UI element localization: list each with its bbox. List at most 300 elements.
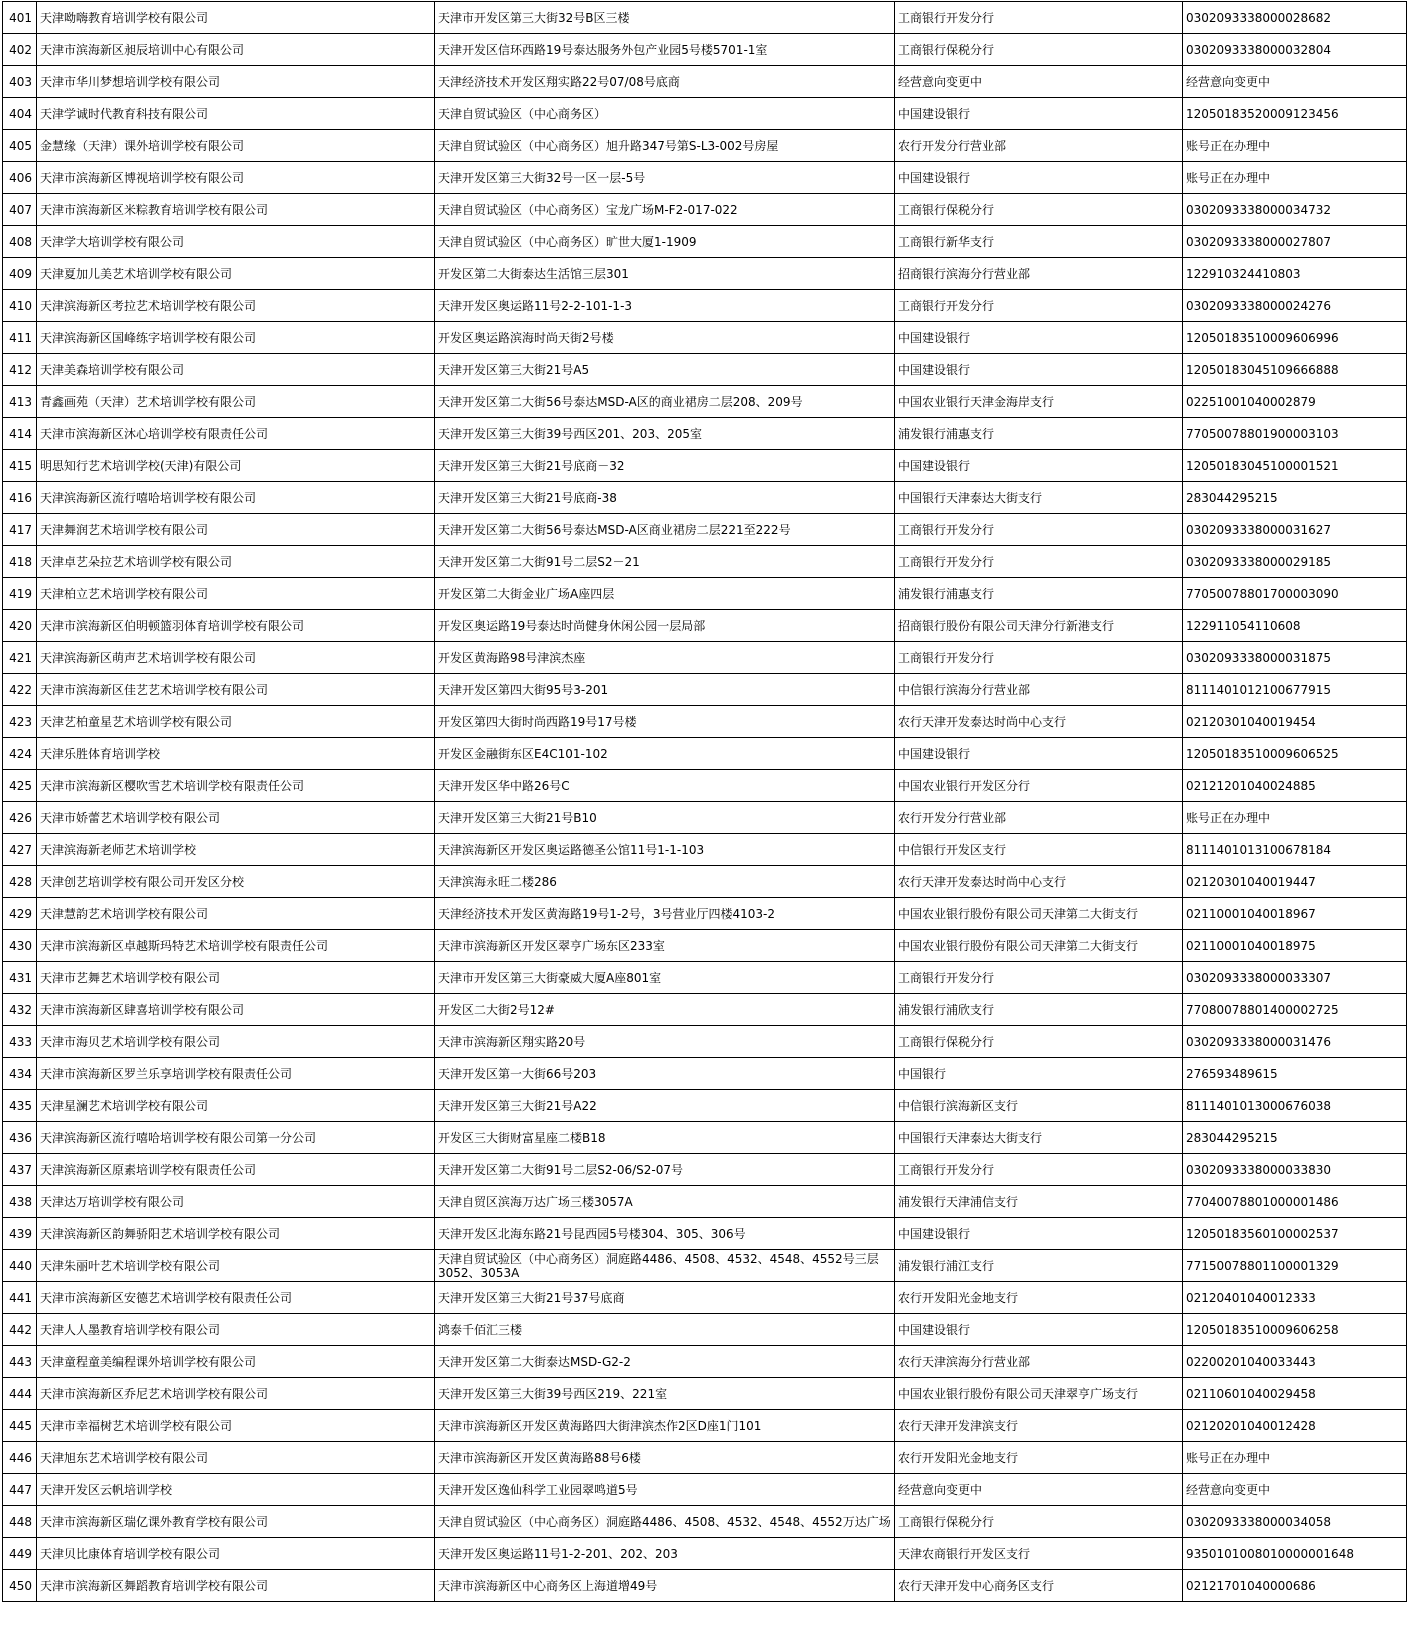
school-address-cell: 天津自贸试验区（中心商务区）洞庭路4486、4508、4532、4548、4552号三层3052、3053A <box>435 1250 895 1282</box>
school-name-cell: 天津滨海新区国峰练字培训学校有限公司 <box>37 322 435 354</box>
account-number-cell: 0302093338000033830 <box>1183 1154 1407 1186</box>
school-address-cell: 天津开发区第三大街21号底商－32 <box>435 450 895 482</box>
school-name-cell: 天津市滨海新区安德艺术培训学校有限责任公司 <box>37 1282 435 1314</box>
row-number-cell: 433 <box>3 1026 37 1058</box>
school-name-cell: 天津达万培训学校有限公司 <box>37 1186 435 1218</box>
school-address-cell: 天津经济技术开发区翔实路22号07/08号底商 <box>435 66 895 98</box>
table-row <box>3 866 1407 898</box>
school-name-cell: 天津市滨海新区罗兰乐享培训学校有限责任公司 <box>37 1058 435 1090</box>
table-row <box>3 1570 1407 1602</box>
table-row <box>3 546 1407 578</box>
row-number-cell: 415 <box>3 450 37 482</box>
row-number-cell: 429 <box>3 898 37 930</box>
school-name-cell: 天津市滨海新区昶辰培训中心有限公司 <box>37 34 435 66</box>
table-row <box>3 1058 1407 1090</box>
school-name-cell: 天津滨海新区原素培训学校有限责任公司 <box>37 1154 435 1186</box>
school-address-cell: 天津开发区第三大街21号A22 <box>435 1090 895 1122</box>
account-number-cell: 0302093338000029185 <box>1183 546 1407 578</box>
school-address-cell: 开发区二大街2号12# <box>435 994 895 1026</box>
school-address-cell: 天津自贸试验区（中心商务区）宝龙广场M-F2-017-022 <box>435 194 895 226</box>
bank-name-cell: 中信银行滨海分行营业部 <box>895 674 1183 706</box>
school-address-cell: 天津开发区第二大街泰达MSD-G2-2 <box>435 1346 895 1378</box>
bank-name-cell: 工商银行开发分行 <box>895 546 1183 578</box>
school-address-cell: 天津开发区第三大街32号一区一层-5号 <box>435 162 895 194</box>
school-name-cell: 天津星澜艺术培训学校有限公司 <box>37 1090 435 1122</box>
row-number-cell: 431 <box>3 962 37 994</box>
school-name-cell: 天津旭东艺术培训学校有限公司 <box>37 1442 435 1474</box>
account-number-cell: 77040078801000001486 <box>1183 1186 1407 1218</box>
table-row <box>3 34 1407 66</box>
bank-name-cell: 中国农业银行天津金海岸支行 <box>895 386 1183 418</box>
school-address-cell: 天津自贸区滨海万达广场三楼3057A <box>435 1186 895 1218</box>
table-row <box>3 1218 1407 1250</box>
account-number-cell: 122911054110608 <box>1183 610 1407 642</box>
school-name-cell: 天津滨海新区韵舞骄阳艺术培训学校有限公司 <box>37 1218 435 1250</box>
row-number-cell: 414 <box>3 418 37 450</box>
school-name-cell: 天津市滨海新区米粽教育培训学校有限公司 <box>37 194 435 226</box>
account-number-cell: 77150078801100001329 <box>1183 1250 1407 1282</box>
account-number-cell: 账号正在办理中 <box>1183 130 1407 162</box>
school-name-cell: 天津市艺舞艺术培训学校有限公司 <box>37 962 435 994</box>
account-number-cell: 0302093338000034058 <box>1183 1506 1407 1538</box>
account-number-cell: 0302093338000034732 <box>1183 194 1407 226</box>
school-address-cell: 开发区三大街财富星座二楼B18 <box>435 1122 895 1154</box>
school-address-cell: 天津开发区第三大街21号37号底商 <box>435 1282 895 1314</box>
bank-name-cell: 工商银行开发分行 <box>895 642 1183 674</box>
bank-name-cell: 农行开发阳光金地支行 <box>895 1442 1183 1474</box>
account-number-cell: 0302093338000032804 <box>1183 34 1407 66</box>
account-number-cell: 02251001040002879 <box>1183 386 1407 418</box>
school-address-cell: 天津开发区华中路26号C <box>435 770 895 802</box>
account-number-cell: 0302093338000028682 <box>1183 2 1407 34</box>
account-number-cell: 9350101008010000001648 <box>1183 1538 1407 1570</box>
school-name-cell: 天津朱丽叶艺术培训学校有限公司 <box>37 1250 435 1282</box>
school-name-cell: 天津市滨海新区佳艺艺术培训学校有限公司 <box>37 674 435 706</box>
school-address-cell: 天津开发区第二大街56号泰达MSD-A区商业裙房二层221至222号 <box>435 514 895 546</box>
table-row <box>3 1314 1407 1346</box>
bank-name-cell: 工商银行开发分行 <box>895 2 1183 34</box>
school-name-cell: 天津市滨海新区樱吹雪艺术培训学校有限责任公司 <box>37 770 435 802</box>
school-name-cell: 天津市娇蕾艺术培训学校有限公司 <box>37 802 435 834</box>
school-name-cell: 天津市滨海新区沐心培训学校有限责任公司 <box>37 418 435 450</box>
school-name-cell: 天津市滨海新区卓越斯玛特艺术培训学校有限责任公司 <box>37 930 435 962</box>
row-number-cell: 443 <box>3 1346 37 1378</box>
school-address-cell: 天津开发区奥运路11号2-2-101-1-3 <box>435 290 895 322</box>
account-number-cell: 02120201040012428 <box>1183 1410 1407 1442</box>
row-number-cell: 445 <box>3 1410 37 1442</box>
account-number-cell: 12050183510009606258 <box>1183 1314 1407 1346</box>
school-name-cell: 天津滨海新老师艺术培训学校 <box>37 834 435 866</box>
row-number-cell: 405 <box>3 130 37 162</box>
row-number-cell: 423 <box>3 706 37 738</box>
row-number-cell: 404 <box>3 98 37 130</box>
school-address-cell: 天津市滨海新区开发区翠亨广场东区233室 <box>435 930 895 962</box>
bank-name-cell: 中国农业银行股份有限公司天津第二大街支行 <box>895 930 1183 962</box>
school-name-cell: 天津舞润艺术培训学校有限公司 <box>37 514 435 546</box>
row-number-cell: 426 <box>3 802 37 834</box>
bank-name-cell: 工商银行保税分行 <box>895 34 1183 66</box>
school-name-cell: 天津艺柏童星艺术培训学校有限公司 <box>37 706 435 738</box>
school-address-cell: 天津市滨海新区翔实路20号 <box>435 1026 895 1058</box>
school-address-cell: 天津自贸试验区（中心商务区）旷世大厦1-1909 <box>435 226 895 258</box>
table-row <box>3 418 1407 450</box>
row-number-cell: 406 <box>3 162 37 194</box>
school-name-cell: 天津卓艺朵拉艺术培训学校有限公司 <box>37 546 435 578</box>
table-row <box>3 2 1407 34</box>
school-name-cell: 天津市海贝艺术培训学校有限公司 <box>37 1026 435 1058</box>
school-name-cell: 天津学大培训学校有限公司 <box>37 226 435 258</box>
table-row <box>3 1474 1407 1506</box>
school-address-cell: 天津开发区第四大街95号3-201 <box>435 674 895 706</box>
school-name-cell: 天津市滨海新区肆喜培训学校有限公司 <box>37 994 435 1026</box>
row-number-cell: 442 <box>3 1314 37 1346</box>
account-number-cell: 8111401013100678184 <box>1183 834 1407 866</box>
row-number-cell: 407 <box>3 194 37 226</box>
bank-name-cell: 工商银行保税分行 <box>895 194 1183 226</box>
table-row <box>3 1538 1407 1570</box>
school-address-cell: 天津开发区第二大街91号二层S2－21 <box>435 546 895 578</box>
bank-name-cell: 农行天津开发津滨支行 <box>895 1410 1183 1442</box>
row-number-cell: 402 <box>3 34 37 66</box>
school-name-cell: 天津市幸福树艺术培训学校有限公司 <box>37 1410 435 1442</box>
account-number-cell: 0302093338000024276 <box>1183 290 1407 322</box>
school-name-cell: 天津市滨海新区博视培训学校有限公司 <box>37 162 435 194</box>
school-address-cell: 开发区金融街东区E4C101-102 <box>435 738 895 770</box>
table-row <box>3 994 1407 1026</box>
row-number-cell: 439 <box>3 1218 37 1250</box>
account-number-cell: 02121701040000686 <box>1183 1570 1407 1602</box>
account-number-cell: 0302093338000033307 <box>1183 962 1407 994</box>
bank-name-cell: 中国银行天津泰达大街支行 <box>895 482 1183 514</box>
row-number-cell: 417 <box>3 514 37 546</box>
table-row <box>3 1442 1407 1474</box>
bank-name-cell: 中国建设银行 <box>895 162 1183 194</box>
bank-name-cell: 农行天津开发泰达时尚中心支行 <box>895 866 1183 898</box>
school-name-cell: 金慧缘（天津）课外培训学校有限公司 <box>37 130 435 162</box>
account-number-cell: 02120301040019454 <box>1183 706 1407 738</box>
school-name-cell: 天津慧韵艺术培训学校有限公司 <box>37 898 435 930</box>
bank-name-cell: 中国农业银行股份有限公司天津翠亨广场支行 <box>895 1378 1183 1410</box>
row-number-cell: 410 <box>3 290 37 322</box>
table-row <box>3 642 1407 674</box>
bank-name-cell: 农行开发阳光金地支行 <box>895 1282 1183 1314</box>
school-name-cell: 天津柏立艺术培训学校有限公司 <box>37 578 435 610</box>
school-address-cell: 天津自贸试验区（中心商务区）旭升路347号第S-L3-002号房屋 <box>435 130 895 162</box>
school-address-cell: 开发区奥运路滨海时尚天街2号楼 <box>435 322 895 354</box>
bank-name-cell: 经营意向变更中 <box>895 66 1183 98</box>
table-row <box>3 514 1407 546</box>
bank-name-cell: 中国建设银行 <box>895 98 1183 130</box>
school-address-cell: 开发区奥运路19号泰达时尚健身休闲公园一层局部 <box>435 610 895 642</box>
bank-name-cell: 中国建设银行 <box>895 738 1183 770</box>
table-row <box>3 706 1407 738</box>
table-row <box>3 322 1407 354</box>
bank-name-cell: 中国建设银行 <box>895 450 1183 482</box>
table-body <box>3 2 1407 1602</box>
school-address-cell: 天津开发区第二大街91号二层S2-06/S2-07号 <box>435 1154 895 1186</box>
school-name-cell: 天津呦嗨教育培训学校有限公司 <box>37 2 435 34</box>
school-name-cell: 天津滨海新区考拉艺术培训学校有限公司 <box>37 290 435 322</box>
school-address-cell: 天津开发区逸仙科学工业园翠鸣道5号 <box>435 1474 895 1506</box>
table-row <box>3 1282 1407 1314</box>
school-name-cell: 天津贝比康体育培训学校有限公司 <box>37 1538 435 1570</box>
account-number-cell: 02120401040012333 <box>1183 1282 1407 1314</box>
account-number-cell: 账号正在办理中 <box>1183 1442 1407 1474</box>
school-address-cell: 天津开发区第三大街39号西区201、203、205室 <box>435 418 895 450</box>
school-name-cell: 天津滨海新区流行嘻哈培训学校有限公司第一分公司 <box>37 1122 435 1154</box>
table-row <box>3 66 1407 98</box>
account-number-cell: 276593489615 <box>1183 1058 1407 1090</box>
row-number-cell: 419 <box>3 578 37 610</box>
table-row <box>3 962 1407 994</box>
row-number-cell: 416 <box>3 482 37 514</box>
school-name-cell: 天津人人墨教育培训学校有限公司 <box>37 1314 435 1346</box>
school-address-cell: 天津自贸试验区（中心商务区）洞庭路4486、4508、4532、4548、4552万达广场 <box>435 1506 895 1538</box>
row-number-cell: 441 <box>3 1282 37 1314</box>
school-address-cell: 天津滨海新区开发区奥运路德圣公馆11号1-1-103 <box>435 834 895 866</box>
account-number-cell: 12050183045100001521 <box>1183 450 1407 482</box>
school-address-cell: 天津开发区第三大街39号西区219、221室 <box>435 1378 895 1410</box>
school-address-cell: 天津自贸试验区（中心商务区） <box>435 98 895 130</box>
table-row <box>3 1346 1407 1378</box>
table-row <box>3 226 1407 258</box>
bank-name-cell: 招商银行股份有限公司天津分行新港支行 <box>895 610 1183 642</box>
bank-name-cell: 浦发银行浦惠支行 <box>895 418 1183 450</box>
bank-name-cell: 浦发银行浦江支行 <box>895 1250 1183 1282</box>
row-number-cell: 432 <box>3 994 37 1026</box>
bank-name-cell: 农行天津开发泰达时尚中心支行 <box>895 706 1183 738</box>
table-row <box>3 1378 1407 1410</box>
school-address-cell: 天津开发区第三大街21号底商-38 <box>435 482 895 514</box>
table-row <box>3 898 1407 930</box>
account-number-cell: 12050183510009606996 <box>1183 322 1407 354</box>
row-number-cell: 421 <box>3 642 37 674</box>
row-number-cell: 427 <box>3 834 37 866</box>
account-number-cell: 经营意向变更中 <box>1183 66 1407 98</box>
bank-name-cell: 农行开发分行营业部 <box>895 802 1183 834</box>
account-number-cell: 账号正在办理中 <box>1183 802 1407 834</box>
account-number-cell: 0302093338000027807 <box>1183 226 1407 258</box>
table-row <box>3 258 1407 290</box>
bank-name-cell: 工商银行开发分行 <box>895 290 1183 322</box>
bank-name-cell: 农行开发分行营业部 <box>895 130 1183 162</box>
account-number-cell: 0302093338000031627 <box>1183 514 1407 546</box>
row-number-cell: 425 <box>3 770 37 802</box>
school-name-cell: 天津夏加儿美艺术培训学校有限公司 <box>37 258 435 290</box>
bank-name-cell: 经营意向变更中 <box>895 1474 1183 1506</box>
table-row <box>3 738 1407 770</box>
table-row <box>3 578 1407 610</box>
school-name-cell: 天津市华川梦想培训学校有限公司 <box>37 66 435 98</box>
school-address-cell: 开发区第二大街金业广场A座四层 <box>435 578 895 610</box>
bank-name-cell: 工商银行保税分行 <box>895 1026 1183 1058</box>
school-name-cell: 天津创艺培训学校有限公司开发区分校 <box>37 866 435 898</box>
table-row <box>3 98 1407 130</box>
table-row <box>3 834 1407 866</box>
row-number-cell: 440 <box>3 1250 37 1282</box>
school-address-cell: 天津市开发区第三大街32号B区三楼 <box>435 2 895 34</box>
school-name-cell: 天津市滨海新区瑞亿课外教育学校有限公司 <box>37 1506 435 1538</box>
account-number-cell: 02110601040029458 <box>1183 1378 1407 1410</box>
table-row <box>3 930 1407 962</box>
bank-name-cell: 中国建设银行 <box>895 354 1183 386</box>
account-number-cell: 02110001040018967 <box>1183 898 1407 930</box>
school-name-cell: 天津滨海新区流行嘻哈培训学校有限公司 <box>37 482 435 514</box>
table-row <box>3 386 1407 418</box>
bank-name-cell: 中国建设银行 <box>895 1314 1183 1346</box>
school-address-cell: 天津经济技术开发区黄海路19号1-2号，3号营业厅四楼4103-2 <box>435 898 895 930</box>
row-number-cell: 448 <box>3 1506 37 1538</box>
bank-name-cell: 中信银行滨海新区支行 <box>895 1090 1183 1122</box>
school-address-cell: 天津市开发区第三大街豪威大厦A座801室 <box>435 962 895 994</box>
school-address-cell: 天津开发区第一大街66号203 <box>435 1058 895 1090</box>
school-address-cell: 鸿泰千佰汇三楼 <box>435 1314 895 1346</box>
school-name-cell: 天津乐胜体育培训学校 <box>37 738 435 770</box>
bank-name-cell: 工商银行开发分行 <box>895 962 1183 994</box>
account-number-cell: 02120301040019447 <box>1183 866 1407 898</box>
row-number-cell: 447 <box>3 1474 37 1506</box>
row-number-cell: 413 <box>3 386 37 418</box>
table-row <box>3 354 1407 386</box>
bank-name-cell: 中国农业银行股份有限公司天津第二大街支行 <box>895 898 1183 930</box>
bank-name-cell: 浦发银行浦欣支行 <box>895 994 1183 1026</box>
bank-name-cell: 农行天津开发中心商务区支行 <box>895 1570 1183 1602</box>
table-row <box>3 130 1407 162</box>
table-row <box>3 1090 1407 1122</box>
school-name-cell: 天津市滨海新区乔尼艺术培训学校有限公司 <box>37 1378 435 1410</box>
school-name-cell: 天津市滨海新区伯明顿篮羽体育培训学校有限公司 <box>37 610 435 642</box>
school-address-cell: 天津开发区第三大街21号A5 <box>435 354 895 386</box>
table-row <box>3 194 1407 226</box>
bank-name-cell: 招商银行滨海分行营业部 <box>895 258 1183 290</box>
table-row <box>3 770 1407 802</box>
table-row <box>3 1186 1407 1218</box>
school-name-cell: 天津开发区云帆培训学校 <box>37 1474 435 1506</box>
bank-name-cell: 工商银行开发分行 <box>895 514 1183 546</box>
school-address-cell: 天津滨海永旺二楼286 <box>435 866 895 898</box>
bank-name-cell: 中国建设银行 <box>895 1218 1183 1250</box>
school-address-cell: 开发区第四大街时尚西路19号17号楼 <box>435 706 895 738</box>
row-number-cell: 409 <box>3 258 37 290</box>
account-number-cell: 12050183510009606525 <box>1183 738 1407 770</box>
bank-name-cell: 工商银行保税分行 <box>895 1506 1183 1538</box>
school-name-cell: 天津美森培训学校有限公司 <box>37 354 435 386</box>
account-number-cell: 283044295215 <box>1183 1122 1407 1154</box>
school-name-cell: 天津童程童美编程课外培训学校有限公司 <box>37 1346 435 1378</box>
school-address-cell: 天津市滨海新区开发区黄海路88号6楼 <box>435 1442 895 1474</box>
school-address-cell: 天津开发区北海东路21号昆西园5号楼304、305、306号 <box>435 1218 895 1250</box>
bank-name-cell: 中国银行 <box>895 1058 1183 1090</box>
table-row <box>3 290 1407 322</box>
row-number-cell: 403 <box>3 66 37 98</box>
row-number-cell: 401 <box>3 2 37 34</box>
row-number-cell: 420 <box>3 610 37 642</box>
table-row <box>3 162 1407 194</box>
account-number-cell: 283044295215 <box>1183 482 1407 514</box>
bank-name-cell: 浦发银行浦惠支行 <box>895 578 1183 610</box>
bank-name-cell: 天津农商银行开发区支行 <box>895 1538 1183 1570</box>
row-number-cell: 437 <box>3 1154 37 1186</box>
account-number-cell: 02121201040024885 <box>1183 770 1407 802</box>
account-number-cell: 12050183560100002537 <box>1183 1218 1407 1250</box>
school-bank-account-table <box>2 1 1407 1602</box>
bank-name-cell: 中国建设银行 <box>895 322 1183 354</box>
row-number-cell: 412 <box>3 354 37 386</box>
account-number-cell: 12050183520009123456 <box>1183 98 1407 130</box>
row-number-cell: 436 <box>3 1122 37 1154</box>
table-row <box>3 610 1407 642</box>
account-number-cell: 77080078801400002725 <box>1183 994 1407 1026</box>
row-number-cell: 428 <box>3 866 37 898</box>
row-number-cell: 411 <box>3 322 37 354</box>
account-number-cell: 8111401013000676038 <box>1183 1090 1407 1122</box>
school-name-cell: 青鑫画苑（天津）艺术培训学校有限公司 <box>37 386 435 418</box>
table-row <box>3 450 1407 482</box>
row-number-cell: 430 <box>3 930 37 962</box>
bank-name-cell: 中国农业银行开发区分行 <box>895 770 1183 802</box>
row-number-cell: 422 <box>3 674 37 706</box>
account-number-cell: 经营意向变更中 <box>1183 1474 1407 1506</box>
table-row <box>3 1410 1407 1442</box>
account-number-cell: 77050078801900003103 <box>1183 418 1407 450</box>
school-name-cell: 天津滨海新区萌声艺术培训学校有限公司 <box>37 642 435 674</box>
school-address-cell: 天津开发区第三大街21号B10 <box>435 802 895 834</box>
school-address-cell: 天津市滨海新区中心商务区上海道增49号 <box>435 1570 895 1602</box>
row-number-cell: 446 <box>3 1442 37 1474</box>
row-number-cell: 450 <box>3 1570 37 1602</box>
row-number-cell: 449 <box>3 1538 37 1570</box>
account-number-cell: 02110001040018975 <box>1183 930 1407 962</box>
row-number-cell: 438 <box>3 1186 37 1218</box>
account-number-cell: 122910324410803 <box>1183 258 1407 290</box>
bank-name-cell: 中信银行开发区支行 <box>895 834 1183 866</box>
school-address-cell: 天津开发区信环西路19号泰达服务外包产业园5号楼5701-1室 <box>435 34 895 66</box>
table-row <box>3 1506 1407 1538</box>
table-row <box>3 1122 1407 1154</box>
row-number-cell: 434 <box>3 1058 37 1090</box>
school-name-cell: 天津学诚时代教育科技有限公司 <box>37 98 435 130</box>
table-row <box>3 1026 1407 1058</box>
account-number-cell: 77050078801700003090 <box>1183 578 1407 610</box>
account-number-cell: 账号正在办理中 <box>1183 162 1407 194</box>
school-address-cell: 天津市滨海新区开发区黄海路四大街津滨杰作2区D座1门101 <box>435 1410 895 1442</box>
school-address-cell: 天津开发区奥运路11号1-2-201、202、203 <box>435 1538 895 1570</box>
account-number-cell: 02200201040033443 <box>1183 1346 1407 1378</box>
school-address-cell: 开发区第二大街泰达生活馆三层301 <box>435 258 895 290</box>
row-number-cell: 424 <box>3 738 37 770</box>
table-row <box>3 674 1407 706</box>
row-number-cell: 435 <box>3 1090 37 1122</box>
school-name-cell: 天津市滨海新区舞蹈教育培训学校有限公司 <box>37 1570 435 1602</box>
school-name-cell: 明思知行艺术培训学校(天津)有限公司 <box>37 450 435 482</box>
table-row <box>3 802 1407 834</box>
row-number-cell: 444 <box>3 1378 37 1410</box>
account-number-cell: 12050183045109666888 <box>1183 354 1407 386</box>
account-number-cell: 0302093338000031476 <box>1183 1026 1407 1058</box>
bank-name-cell: 农行天津滨海分行营业部 <box>895 1346 1183 1378</box>
school-address-cell: 开发区黄海路98号津滨杰座 <box>435 642 895 674</box>
row-number-cell: 418 <box>3 546 37 578</box>
table-row <box>3 482 1407 514</box>
row-number-cell: 408 <box>3 226 37 258</box>
bank-name-cell: 中国银行天津泰达大街支行 <box>895 1122 1183 1154</box>
school-address-cell: 天津开发区第二大街56号泰达MSD-A区的商业裙房二层208、209号 <box>435 386 895 418</box>
bank-name-cell: 浦发银行天津浦信支行 <box>895 1186 1183 1218</box>
table-row <box>3 1250 1407 1282</box>
table-row <box>3 1154 1407 1186</box>
account-number-cell: 8111401012100677915 <box>1183 674 1407 706</box>
account-number-cell: 0302093338000031875 <box>1183 642 1407 674</box>
